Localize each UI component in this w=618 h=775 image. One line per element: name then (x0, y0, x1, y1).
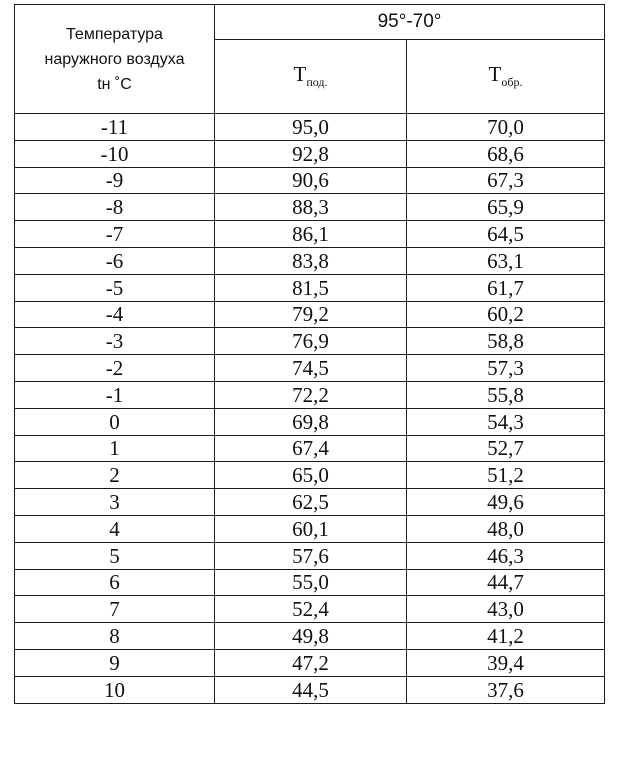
supply-temp-header (215, 39, 407, 113)
supply-temp-cell: 52,4 (215, 596, 407, 623)
table-row (15, 274, 605, 301)
table-row (15, 542, 605, 569)
return-temp-cell: 49,6 (407, 489, 605, 516)
return-temp-cell: 37,6 (407, 676, 605, 703)
outdoor-temp-header-line2: наружного воздуха (44, 50, 185, 68)
supply-temp-cell: 60,1 (215, 515, 407, 542)
table-row (15, 194, 605, 221)
supply-temp-cell: 62,5 (215, 489, 407, 516)
return-temp-subscript: обр. (501, 75, 523, 90)
table-header (15, 5, 605, 114)
table-row (15, 247, 605, 274)
table-row (15, 569, 605, 596)
outdoor-temp-cell: -10 (15, 140, 215, 167)
supply-temp-cell: 44,5 (215, 676, 407, 703)
table-row (15, 649, 605, 676)
outdoor-temp-cell: -5 (15, 274, 215, 301)
table-row (15, 489, 605, 516)
return-temp-cell: 43,0 (407, 596, 605, 623)
header-row-top (15, 5, 605, 40)
supply-temp-cell: 69,8 (215, 408, 407, 435)
table-body (15, 114, 605, 704)
outdoor-temp-cell: -6 (15, 247, 215, 274)
supply-temp-cell: 49,8 (215, 623, 407, 650)
supply-temp-cell: 76,9 (215, 328, 407, 355)
return-temp-cell: 44,7 (407, 569, 605, 596)
table-row (15, 355, 605, 382)
return-temp-cell: 61,7 (407, 274, 605, 301)
supply-temp-subscript: под. (306, 75, 328, 90)
outdoor-temp-cell: -4 (15, 301, 215, 328)
supply-temp-symbol: Т (293, 62, 307, 87)
outdoor-temp-cell: 2 (15, 462, 215, 489)
supply-temp-cell: 55,0 (215, 569, 407, 596)
return-temp-cell: 39,4 (407, 649, 605, 676)
outdoor-temp-cell: -8 (15, 194, 215, 221)
return-temp-cell: 54,3 (407, 408, 605, 435)
return-temp-cell: 55,8 (407, 381, 605, 408)
temperature-schedule-table (14, 4, 605, 704)
table-row (15, 167, 605, 194)
table-row (15, 435, 605, 462)
table-row (15, 301, 605, 328)
table-row (15, 140, 605, 167)
outdoor-temp-cell: 10 (15, 676, 215, 703)
outdoor-temp-cell: -7 (15, 221, 215, 248)
outdoor-temp-cell: 7 (15, 596, 215, 623)
supply-temp-cell: 72,2 (215, 381, 407, 408)
return-temp-cell: 46,3 (407, 542, 605, 569)
table-row (15, 676, 605, 703)
outdoor-temp-cell: 1 (15, 435, 215, 462)
table-row (15, 381, 605, 408)
table-row (15, 515, 605, 542)
return-temp-cell: 51,2 (407, 462, 605, 489)
return-temp-cell: 58,8 (407, 328, 605, 355)
return-temp-cell: 64,5 (407, 221, 605, 248)
outdoor-temp-cell: 4 (15, 515, 215, 542)
table-row (15, 596, 605, 623)
outdoor-temp-cell: -2 (15, 355, 215, 382)
return-temp-cell: 65,9 (407, 194, 605, 221)
outdoor-temp-cell: 5 (15, 542, 215, 569)
supply-temp-cell: 65,0 (215, 462, 407, 489)
table-row (15, 623, 605, 650)
supply-temp-cell: 74,5 (215, 355, 407, 382)
schedule-group-header: 95°-70° (215, 5, 605, 40)
outdoor-temp-cell: 9 (15, 649, 215, 676)
table-row (15, 408, 605, 435)
return-temp-cell: 48,0 (407, 515, 605, 542)
return-temp-cell: 63,1 (407, 247, 605, 274)
outdoor-temp-cell: -3 (15, 328, 215, 355)
table-row (15, 328, 605, 355)
supply-temp-cell: 90,6 (215, 167, 407, 194)
supply-temp-cell: 83,8 (215, 247, 407, 274)
outdoor-temp-header-line1: Температура (66, 25, 163, 43)
return-temp-cell: 68,6 (407, 140, 605, 167)
return-temp-symbol: Т (488, 62, 502, 87)
outdoor-temp-cell: -9 (15, 167, 215, 194)
supply-temp-cell: 67,4 (215, 435, 407, 462)
supply-temp-cell: 95,0 (215, 114, 407, 141)
supply-temp-cell: 81,5 (215, 274, 407, 301)
return-temp-cell: 57,3 (407, 355, 605, 382)
outdoor-temp-cell: 6 (15, 569, 215, 596)
return-temp-cell: 60,2 (407, 301, 605, 328)
return-temp-cell: 67,3 (407, 167, 605, 194)
outdoor-temp-cell: 0 (15, 408, 215, 435)
table-row (15, 221, 605, 248)
supply-temp-cell: 86,1 (215, 221, 407, 248)
outdoor-temp-cell: -1 (15, 381, 215, 408)
table-row (15, 462, 605, 489)
supply-temp-cell: 88,3 (215, 194, 407, 221)
outdoor-temp-cell: 3 (15, 489, 215, 516)
return-temp-cell: 70,0 (407, 114, 605, 141)
return-temp-header (407, 39, 605, 113)
supply-temp-cell: 47,2 (215, 649, 407, 676)
outdoor-temp-header-line3: tн ˚С (97, 75, 132, 93)
table-row (15, 114, 605, 141)
supply-temp-cell: 57,6 (215, 542, 407, 569)
outdoor-temp-cell: 8 (15, 623, 215, 650)
return-temp-cell: 41,2 (407, 623, 605, 650)
return-temp-cell: 52,7 (407, 435, 605, 462)
outdoor-temp-header (15, 5, 215, 114)
supply-temp-cell: 79,2 (215, 301, 407, 328)
supply-temp-cell: 92,8 (215, 140, 407, 167)
outdoor-temp-cell: -11 (15, 114, 215, 141)
